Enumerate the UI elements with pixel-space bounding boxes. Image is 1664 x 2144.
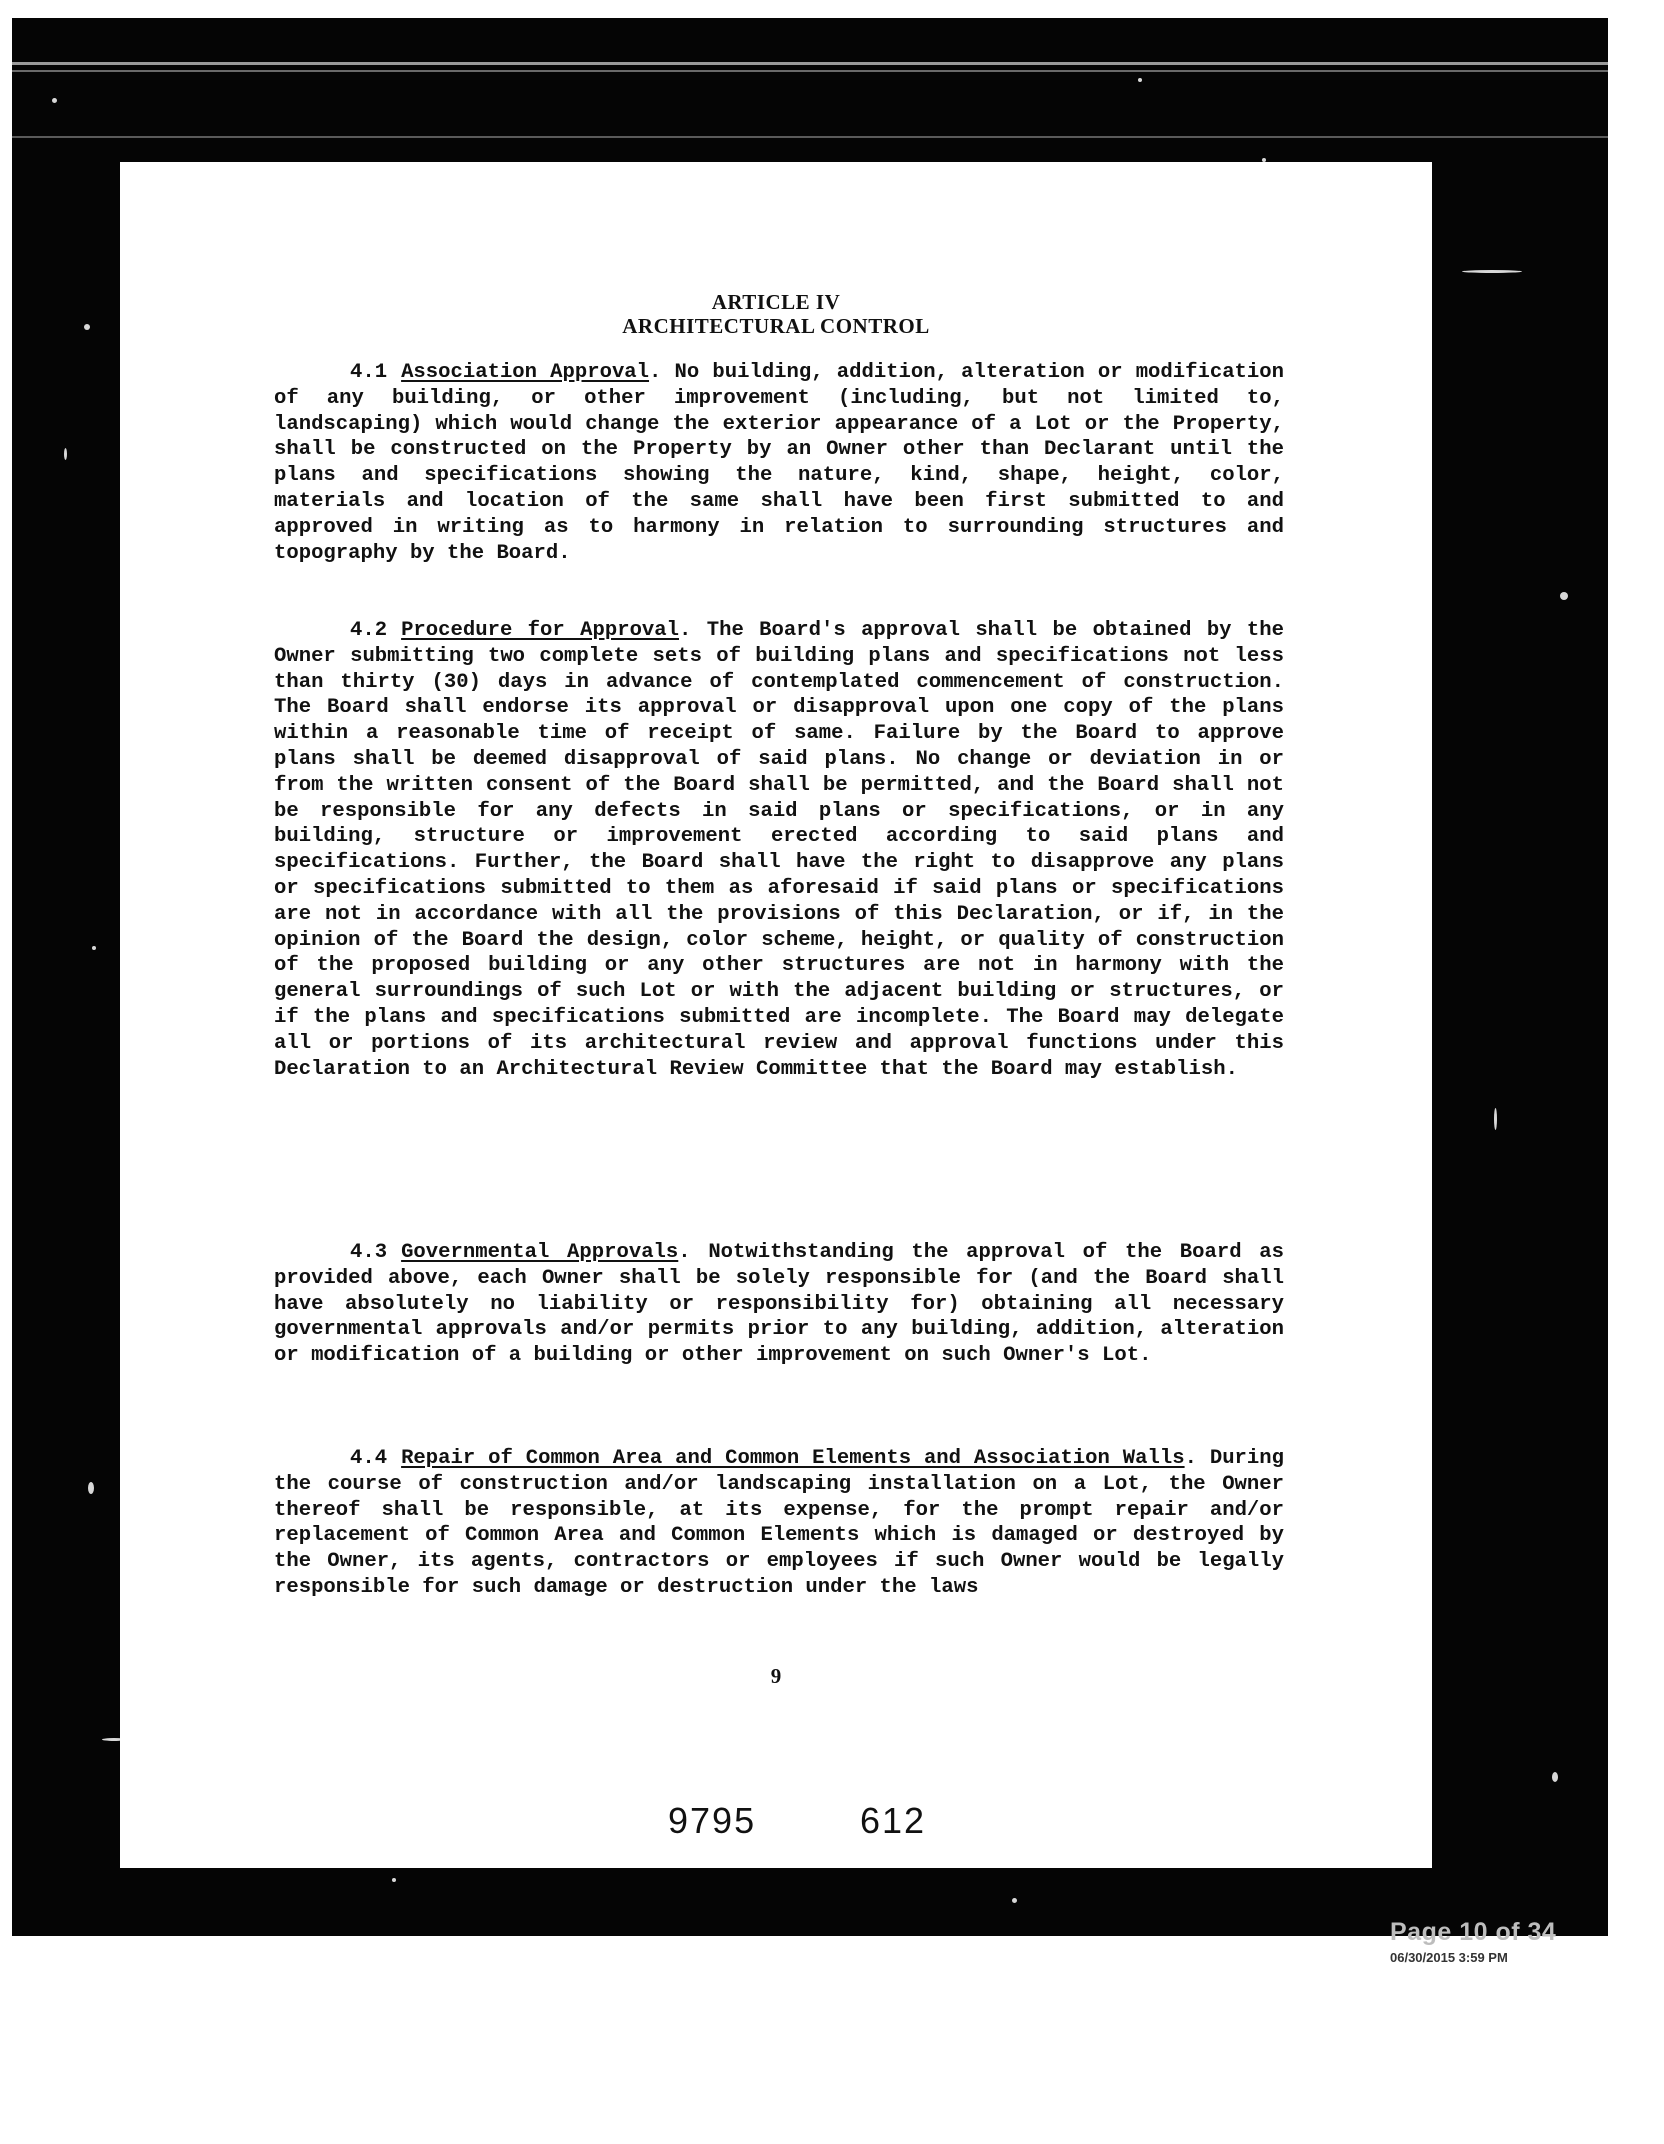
scan-band — [12, 62, 1608, 65]
section-number: 4.3 — [350, 1241, 388, 1264]
scan-speck — [52, 98, 57, 103]
section-number: 4.4 — [350, 1447, 388, 1470]
section-title: Repair of Common Area and Common Elements and Association Walls — [401, 1447, 1185, 1470]
scan-band — [12, 70, 1608, 72]
page-of-stamp: Page 10 of 34 — [1390, 1918, 1557, 1946]
section-body: . During the course of construction and/or landscaping installation on a Lot, the Owner thereof shall be responsible, at its expense, for the prompt repair and/or replacement of Common Area and Common Elements which is damaged or destroyed by the Owner, its agents, contractors or employees if such Owner would be legally responsible for such damage or destruction under the laws — [274, 1447, 1284, 1599]
section-4-4 — [274, 1446, 1284, 1601]
section-number: 4.2 — [350, 619, 388, 642]
scan-speck — [392, 1878, 396, 1882]
section-4-3 — [274, 1240, 1284, 1369]
section-title: Governmental Approvals — [401, 1241, 679, 1264]
scan-speck — [1012, 1898, 1017, 1903]
section-4-1 — [274, 360, 1284, 566]
scan-speck — [1552, 1772, 1558, 1782]
section-4-2 — [274, 618, 1284, 1082]
article-title: ARCHITECTURAL CONTROL — [622, 314, 930, 338]
section-title: Procedure for Approval — [401, 619, 679, 642]
scan-speck — [84, 324, 90, 330]
book-number: 9795 — [668, 1800, 757, 1841]
book-page-number: 612 — [860, 1800, 927, 1841]
scan-band — [12, 136, 1608, 138]
page-number: 9 — [770, 1664, 782, 1688]
section-body: . Notwithstanding the approval of the Board as provided above, each Owner shall be solely responsible for (and the Board shall have absolutely no liability or responsibility for) obtaining all necessary governmental approvals and/or permits prior to any building, addition, alteration or modification of a building or other improvement on such Owner's Lot. — [274, 1241, 1284, 1368]
scan-speck — [92, 946, 96, 950]
article-heading: ARTICLE IV — [711, 290, 841, 314]
section-title: Association Approval — [401, 361, 650, 384]
scan-speck — [1138, 78, 1142, 82]
section-number: 4.1 — [350, 361, 388, 384]
section-body: . The Board's approval shall be obtained by the Owner submitting two complete sets of building plans and specifications not less than thirty (30) days in advance of contemplated commencement of construction. The Board shall endorse its approval or disapproval upon one copy of the plans within a reasonable time of receipt of same. Failure by the Board to approve plans shall be deemed disapproval of said plans. No change or deviation in or from the written consent of the Board shall be permitted, and the Board shall not be responsible for any defects in said plans or specifications, or in any building, structure or improvement erected according to said plans and specifications. Further, the Board shall have the right to disapprove any plans or specifications submitted to them as aforesaid if said plans or specifications are not in accordance with all the provisions of this Declaration, or if, in the opinion of the Board the design, color scheme, height, or quality of construction of the proposed building or any other structures are not in harmony with the general surroundings of such Lot or with the adjacent building or structures, or if the plans and specifications submitted are incomplete. The Board may delegate all or portions of its architectural review and approval functions under this Declaration to an Architectural Review Committee that the Board may establish. — [274, 619, 1284, 1081]
scan-speck — [88, 1482, 94, 1494]
scan-speck — [1462, 270, 1522, 273]
scan-speck — [64, 448, 67, 460]
section-body: . No building, addition, alteration or modification of any building, or other improvement (including, but not limited to, landscaping) which would change the exterior appearance of a Lot or the Property, shall be constructed on the Property by an Owner other than Declarant until the plans and specifications showing the nature, kind, shape, height, color, materials and location of the same shall have been first submitted to and approved in writing as to harmony in relation to surrounding structures and topography by the Board. — [274, 361, 1284, 565]
date-stamp: 06/30/2015 3:59 PM — [1390, 1950, 1508, 1965]
scan-speck — [1560, 592, 1568, 600]
document-page — [120, 162, 1432, 1868]
scan-speck — [1494, 1108, 1497, 1130]
